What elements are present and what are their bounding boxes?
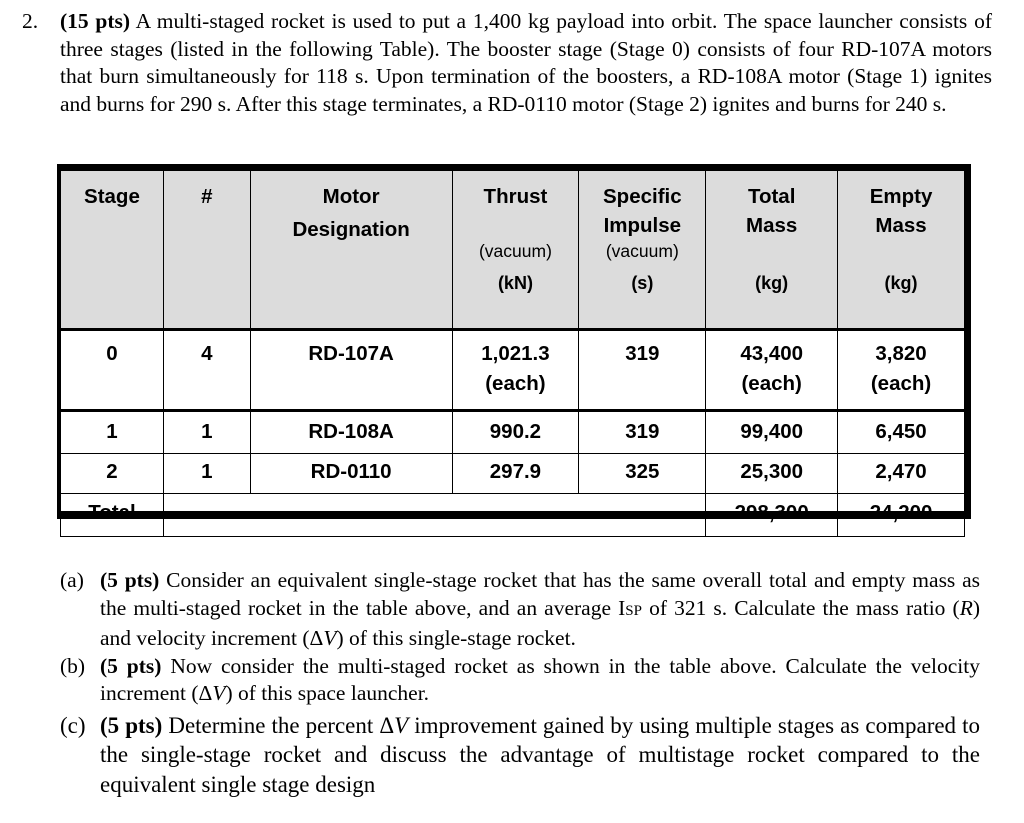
cell-total-mass: 25,300 [706,454,838,494]
part-c: (c) (5 pts) Determine the percent ΔV improvement gained by using multiple stages as compared to the single-stage rocket and discuss the advantage of multistage rocket compared to the equivalent single stage design [60,712,980,797]
cell-total-mass: 43,400 (each) [706,330,838,411]
table-row [61,411,965,454]
part-b-label: (b) [60,653,86,678]
part-c-label: (c) [60,712,86,738]
cell-count: 1 [163,454,250,494]
header-thrust: Thrust (vacuum) (kN) [452,171,579,330]
cell-thrust: 990.2 [452,411,579,454]
rocket-stage-table [60,170,965,537]
total-mass-sum: 298,300 [706,494,838,537]
header-isp: Specific Impulse (vacuum) (s) [579,171,706,330]
cell-empty-mass: 2,470 [838,454,965,494]
cell-count: 1 [163,411,250,454]
header-count: # [163,171,250,330]
problem-number: 2. [22,9,39,33]
cell-stage: 2 [61,454,164,494]
header-motor: Motor Designation [250,171,452,330]
cell-empty-mass: 6,450 [838,411,965,454]
table-row [61,454,965,494]
cell-count: 4 [163,330,250,411]
part-b-points: (5 pts) [100,653,162,678]
cell-isp: 319 [579,330,706,411]
header-empty-mass: Empty Mass (kg) [838,171,965,330]
table-header-row [61,171,965,330]
part-a-points: (5 pts) [100,568,160,592]
table-total-row [61,494,965,537]
problem-body [60,8,992,118]
header-total-mass: Total Mass (kg) [706,171,838,330]
problem-points: (15 pts) [60,9,131,33]
empty-mass-sum: 24,200 [838,494,965,537]
total-blank [163,494,705,537]
cell-motor: RD-107A [250,330,452,411]
cell-motor: RD-108A [250,411,452,454]
part-a: (a) (5 pts) Consider an equivalent single-stage rocket that has the same overall total and empty mass as the multi-staged rocket in the table above, and an average ISP of 321 s. Calculate the mass ratio (R) and velocity increment (ΔV) of this single-stage rocket. [60,568,980,650]
part-c-points: (5 pts) [100,712,163,738]
part-b: (b) (5 pts) Now consider the multi-staged rocket as shown in the table above. Calculate the velocity increment (ΔV) of this space launcher. [60,653,981,705]
total-label: Total [61,494,164,537]
cell-stage: 0 [61,330,164,411]
table-row [61,330,965,411]
cell-empty-mass: 3,820 (each) [838,330,965,411]
cell-thrust: 1,021.3 (each) [452,330,579,411]
cell-thrust: 297.9 [452,454,579,494]
cell-isp: 319 [579,411,706,454]
problem-text: A multi-staged rocket is used to put a 1,400 kg payload into orbit. The space launcher consists of three stages (listed in the following Table). The booster stage (Stage 0) consists of four RD-107A motors that burn simultaneously for 118 s. Upon termination of the boosters, a RD-108A motor (Stage 1) ignites and burns for 290 s. After this stage terminates, a RD-0110 motor (Stage 2) ignites and burns for 240 s. [60,9,992,116]
header-stage: Stage [61,171,164,330]
part-a-label: (a) [60,568,84,592]
cell-motor: RD-0110 [250,454,452,494]
question-parts [60,567,980,799]
problem-statement [22,8,992,118]
cell-isp: 325 [579,454,706,494]
cell-total-mass: 99,400 [706,411,838,454]
cell-stage: 1 [61,411,164,454]
